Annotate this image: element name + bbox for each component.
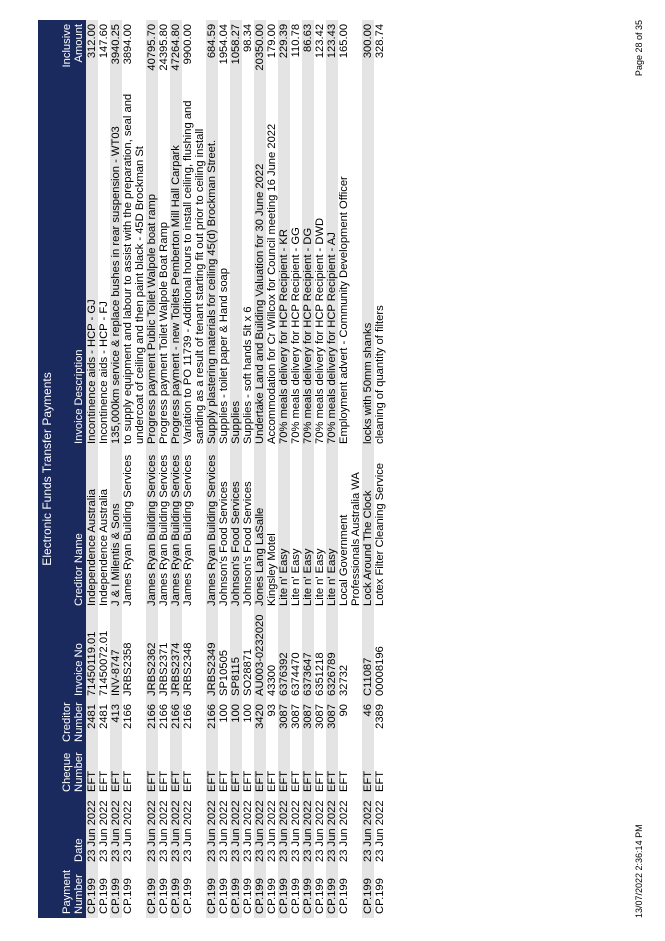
cell-creditor-number: 3087	[290, 700, 302, 746]
table-row	[170, 20, 182, 918]
cell-creditor-number: 2166	[158, 700, 170, 746]
cell-creditor-number: 2481	[86, 700, 98, 746]
cell-creditor-name: Lock Around The Clock	[362, 448, 374, 610]
cell-cheque-number: EFT	[290, 746, 302, 796]
cell-payment-number: CP.199	[266, 866, 278, 918]
cell-invoice-description: Progress payment - new Toilets Pemberton Mill Hall Carpark	[170, 78, 182, 448]
col-header-invoice-no: Invoice No	[56, 610, 86, 700]
cell-invoice-no: SP8115	[230, 610, 242, 700]
cell-creditor-name: Lite n' Easy	[290, 448, 302, 610]
table-row	[110, 20, 122, 918]
cell-creditor-number: 100	[230, 700, 242, 746]
table-row	[230, 20, 242, 918]
cell-amount: 300.00	[362, 20, 374, 78]
cell-date: 23 Jun 2022	[158, 796, 170, 866]
cell-creditor-name: J & I Milentis & Sons	[110, 448, 122, 610]
cell-invoice-description: Supplies	[230, 78, 242, 448]
cell-cheque-number: EFT	[98, 746, 110, 796]
cell-creditor-name: Lite n' Easy	[314, 448, 326, 610]
cell-cheque-number: EFT	[218, 746, 230, 796]
table-row	[182, 20, 206, 918]
cell-invoice-description: locks with 50mm shanks	[362, 78, 374, 448]
cell-invoice-no: 71450119.01	[86, 610, 98, 700]
cell-creditor-name: Johnson's Food Services	[230, 448, 242, 610]
cell-payment-number: CP.199	[278, 866, 290, 918]
cell-payment-number: CP.199	[170, 866, 182, 918]
cell-cheque-number: EFT	[266, 746, 278, 796]
cell-invoice-no: JRBS2358	[122, 610, 146, 700]
page-number: Page 28 of 35	[634, 20, 644, 77]
cell-amount: 98.34	[242, 20, 254, 78]
cell-date: 23 Jun 2022	[266, 796, 278, 866]
cell-creditor-number: 93	[266, 700, 278, 746]
cell-creditor-number: 2166	[122, 700, 146, 746]
table-row	[314, 20, 326, 918]
cell-creditor-name: Lotex Filter Cleaning Service	[374, 448, 386, 610]
cell-cheque-number: EFT	[110, 746, 122, 796]
cell-payment-number: CP.199	[230, 866, 242, 918]
cell-cheque-number: EFT	[206, 746, 218, 796]
cell-creditor-name: James Ryan Building Services	[170, 448, 182, 610]
cell-cheque-number: EFT	[86, 746, 98, 796]
cell-payment-number: CP.199	[254, 866, 266, 918]
cell-amount: 684.59	[206, 20, 218, 78]
cell-cheque-number: EFT	[314, 746, 326, 796]
cell-amount: 86.63	[302, 20, 314, 78]
cell-invoice-no: 6376392	[278, 610, 290, 700]
cell-cheque-number: EFT	[278, 746, 290, 796]
cell-amount: 24395.80	[158, 20, 170, 78]
table-row	[218, 20, 230, 918]
cell-payment-number: CP.199	[158, 866, 170, 918]
cell-invoice-description: Progress payment Public Toilet Walpole boat ramp	[146, 78, 158, 448]
cell-amount: 229.39	[278, 20, 290, 78]
col-header-date: Date	[56, 796, 86, 866]
cell-amount: 47264.80	[170, 20, 182, 78]
cell-payment-number: CP.199	[362, 866, 374, 918]
cell-cheque-number: EFT	[374, 746, 386, 796]
cell-cheque-number: EFT	[254, 746, 266, 796]
cell-invoice-no: 6326789	[326, 610, 338, 700]
cell-date: 23 Jun 2022	[206, 796, 218, 866]
cell-creditor-name: Kingsley Motel	[266, 448, 278, 610]
cell-invoice-description: Progress payment Toilet Walpole Boat Ramp	[158, 78, 170, 448]
table-row	[158, 20, 170, 918]
cell-creditor-name: Jones Lang LaSalle	[254, 448, 266, 610]
cell-payment-number: CP.199	[374, 866, 386, 918]
cell-creditor-name: James Ryan Building Services	[182, 448, 206, 610]
cell-creditor-name: Independence Australia	[98, 448, 110, 610]
cell-creditor-number: 3087	[302, 700, 314, 746]
cell-amount: 20350.00	[254, 20, 266, 78]
cell-date: 23 Jun 2022	[110, 796, 122, 866]
cell-date: 23 Jun 2022	[146, 796, 158, 866]
cell-cheque-number: EFT	[362, 746, 374, 796]
cell-invoice-description: Incontinence aids - HCP - GJ	[86, 78, 98, 448]
cell-date: 23 Jun 2022	[338, 796, 362, 866]
cell-amount: 9900.00	[182, 20, 206, 78]
cell-amount: 147.60	[98, 20, 110, 78]
cell-date: 23 Jun 2022	[278, 796, 290, 866]
col-header-creditor-name: Creditor Name	[56, 448, 86, 610]
cell-invoice-description: 70% meals delivery for HCP Recipient - GG	[290, 78, 302, 448]
cell-cheque-number: EFT	[230, 746, 242, 796]
cell-creditor-number: 3087	[314, 700, 326, 746]
cell-amount: 123.43	[326, 20, 338, 78]
cell-creditor-name: Lite n' Easy	[278, 448, 290, 610]
table-row	[266, 20, 278, 918]
cell-creditor-number: 90	[338, 700, 362, 746]
cell-payment-number: CP.199	[302, 866, 314, 918]
table-row	[98, 20, 110, 918]
cell-invoice-description: Employment advert - Community Development Officer	[338, 78, 362, 448]
cell-payment-number: CP.199	[98, 866, 110, 918]
cell-creditor-number: 3420	[254, 700, 266, 746]
table-row	[122, 20, 146, 918]
cell-amount: 3940.25	[110, 20, 122, 78]
cell-invoice-no: 71450072.01	[98, 610, 110, 700]
cell-date: 23 Jun 2022	[182, 796, 206, 866]
cell-amount: 1954.04	[218, 20, 230, 78]
table-row	[302, 20, 314, 918]
cell-creditor-number: 2166	[206, 700, 218, 746]
cell-invoice-no: C11087	[362, 610, 374, 700]
cell-creditor-number: 413	[110, 700, 122, 746]
cell-date: 23 Jun 2022	[218, 796, 230, 866]
cell-amount: 179.00	[266, 20, 278, 78]
cell-date: 23 Jun 2022	[314, 796, 326, 866]
cell-payment-number: CP.199	[146, 866, 158, 918]
table-row	[290, 20, 302, 918]
cell-invoice-no: 32732	[338, 610, 362, 700]
cell-creditor-name: James Ryan Building Services	[158, 448, 170, 610]
cell-cheque-number: EFT	[242, 746, 254, 796]
cell-date: 23 Jun 2022	[170, 796, 182, 866]
cell-payment-number: CP.199	[122, 866, 146, 918]
cell-invoice-no: 6351218	[314, 610, 326, 700]
cell-invoice-no: AU003-0232020	[254, 610, 266, 700]
cell-date: 23 Jun 2022	[98, 796, 110, 866]
cell-invoice-no: 00008196	[374, 610, 386, 700]
cell-payment-number: CP.199	[242, 866, 254, 918]
cell-invoice-no: SO28871	[242, 610, 254, 700]
cell-payment-number: CP.199	[218, 866, 230, 918]
cell-creditor-name: Independence Australia	[86, 448, 98, 610]
cell-creditor-number: 3087	[326, 700, 338, 746]
cell-creditor-name: James Ryan Building Services	[122, 448, 146, 610]
cell-creditor-name: Johnson's Food Services	[242, 448, 254, 610]
cell-cheque-number: EFT	[158, 746, 170, 796]
landscape-page	[8, 5, 656, 930]
cell-creditor-number: 2166	[182, 700, 206, 746]
cell-invoice-description: Supply plastering materials for ceiling 45(d) Brockman Street.	[206, 78, 218, 448]
cell-invoice-description: 70% meals delivery for HCP Recipient - DWD	[314, 78, 326, 448]
cell-creditor-number: 2166	[146, 700, 158, 746]
col-header-invoice-description: Invoice Description	[56, 78, 86, 448]
cell-invoice-no: 6374470	[290, 610, 302, 700]
cell-date: 23 Jun 2022	[86, 796, 98, 866]
cell-date: 23 Jun 2022	[362, 796, 374, 866]
table-row	[338, 20, 362, 918]
cell-cheque-number: EFT	[326, 746, 338, 796]
cell-amount: 3894.00	[122, 20, 146, 78]
cell-cheque-number: EFT	[182, 746, 206, 796]
cell-payment-number: CP.199	[290, 866, 302, 918]
cell-date: 23 Jun 2022	[302, 796, 314, 866]
cell-date: 23 Jun 2022	[242, 796, 254, 866]
cell-creditor-number: 2481	[98, 700, 110, 746]
cell-creditor-number: 3087	[278, 700, 290, 746]
cell-amount: 328.74	[374, 20, 386, 78]
cell-invoice-no: INV-8747	[110, 610, 122, 700]
table-row	[206, 20, 218, 918]
cell-payment-number: CP.199	[338, 866, 362, 918]
payments-table	[38, 20, 386, 918]
table-row	[146, 20, 158, 918]
cell-creditor-name: James Ryan Building Services	[206, 448, 218, 610]
cell-payment-number: CP.199	[206, 866, 218, 918]
cell-creditor-name: Johnson's Food Services	[218, 448, 230, 610]
cell-invoice-no: JRBS2348	[182, 610, 206, 700]
cell-invoice-no: JRBS2362	[146, 610, 158, 700]
report-title: Electronic Funds Transfer Payments	[38, 20, 56, 918]
cell-invoice-no: JRBS2374	[170, 610, 182, 700]
col-header-amount: Inclusive Amount	[56, 20, 86, 78]
cell-invoice-description: Supplies - toilet paper & Hand soap	[218, 78, 230, 448]
cell-date: 23 Jun 2022	[290, 796, 302, 866]
cell-creditor-number: 100	[242, 700, 254, 746]
cell-invoice-no: JRBS2371	[158, 610, 170, 700]
cell-invoice-description: Variation to PO 11739 - Additional hours to install ceiling, flushing and sanding as a result of tenant starting fit out prior to ceiling install	[182, 78, 206, 448]
cell-invoice-description: Accommodation for Cr Willcox for Council meeting 16 June 2022	[266, 78, 278, 448]
cell-date: 23 Jun 2022	[254, 796, 266, 866]
table-row	[242, 20, 254, 918]
cell-cheque-number: EFT	[146, 746, 158, 796]
cell-creditor-number: 46	[362, 700, 374, 746]
cell-invoice-description: cleaning of quantity of filters	[374, 78, 386, 448]
table-row	[374, 20, 386, 918]
cell-creditor-name: Lite n' Easy	[326, 448, 338, 610]
cell-payment-number: CP.199	[110, 866, 122, 918]
col-header-cheque-number: Cheque Number	[56, 746, 86, 796]
col-header-creditor-number: Creditor Number	[56, 700, 86, 746]
cell-creditor-number: 100	[218, 700, 230, 746]
cell-amount: 40795.70	[146, 20, 158, 78]
cell-invoice-description: to supply equipment and labour to assist with the preparation, seal and undercoat of ceiling and then paint black - 45D Brockman St	[122, 78, 146, 448]
cell-amount: 165.00	[338, 20, 362, 78]
cell-cheque-number: EFT	[170, 746, 182, 796]
cell-cheque-number: EFT	[122, 746, 146, 796]
cell-invoice-no: 43300	[266, 610, 278, 700]
table-row	[326, 20, 338, 918]
col-header-payment-number: Payment Number	[56, 866, 86, 918]
cell-invoice-no: 6373647	[302, 610, 314, 700]
cell-creditor-name: Lite n' Easy	[302, 448, 314, 610]
cell-invoice-description: 70% meals delivery for HCP Recipient - AJ	[326, 78, 338, 448]
cell-payment-number: CP.199	[314, 866, 326, 918]
cell-amount: 110.78	[290, 20, 302, 78]
cell-date: 23 Jun 2022	[374, 796, 386, 866]
cell-invoice-description: 70% meals delivery for HCP Recipient - KR	[278, 78, 290, 448]
table-body	[86, 20, 386, 918]
cell-payment-number: CP.199	[326, 866, 338, 918]
cell-creditor-name: Local Government Professionals Australia WA	[338, 448, 362, 610]
table-row	[254, 20, 266, 918]
cell-cheque-number: EFT	[338, 746, 362, 796]
cell-invoice-description: Incontinence aids - HCP - FJ	[98, 78, 110, 448]
cell-amount: 312.00	[86, 20, 98, 78]
cell-payment-number: CP.199	[86, 866, 98, 918]
cell-creditor-number: 2389	[374, 700, 386, 746]
cell-date: 23 Jun 2022	[122, 796, 146, 866]
cell-cheque-number: EFT	[302, 746, 314, 796]
table-row	[278, 20, 290, 918]
cell-invoice-description: Undertake Land and Building Valuation for 30 June 2022	[254, 78, 266, 448]
print-timestamp: 13/07/2022 2:36:14 PM	[634, 824, 644, 918]
cell-invoice-description: 70% meals delivery for HCP Recipient - DG	[302, 78, 314, 448]
cell-creditor-name: James Ryan Building Services	[146, 448, 158, 610]
cell-invoice-no: JRBS2349	[206, 610, 218, 700]
table-row	[86, 20, 98, 918]
table-row	[362, 20, 374, 918]
cell-amount: 123.42	[314, 20, 326, 78]
cell-creditor-number: 2166	[170, 700, 182, 746]
cell-date: 23 Jun 2022	[326, 796, 338, 866]
cell-amount: 1058.27	[230, 20, 242, 78]
cell-invoice-description: Supplies - soft hands 5lt x 6	[242, 78, 254, 448]
cell-date: 23 Jun 2022	[230, 796, 242, 866]
cell-payment-number: CP.199	[182, 866, 206, 918]
cell-invoice-no: SP10505	[218, 610, 230, 700]
cell-invoice-description: 135,000km service & replace bushes in rear suspension - WT03	[110, 78, 122, 448]
